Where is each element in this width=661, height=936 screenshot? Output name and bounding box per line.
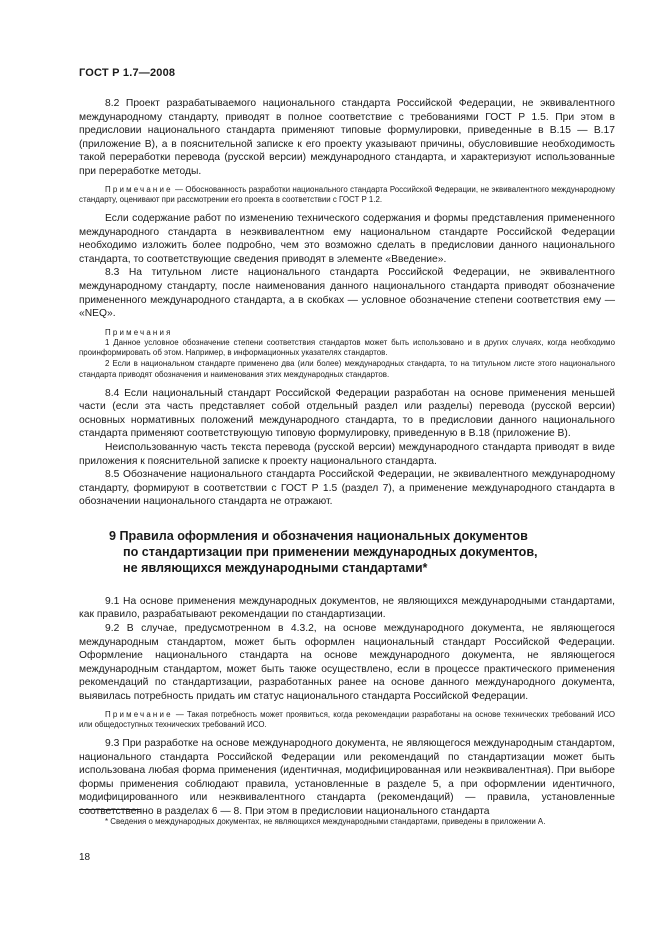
paragraph-8-3: 8.3 На титульном листе национального стандарта Российской Федерации, не эквивалентного международному стандарту, после наименования данного национального стандарта приводят обозначение примененного международного стандарта, а в скобках — условное обозначение степени соответствия ему — «NEQ». xyxy=(79,267,615,320)
paragraph-8-5: 8.5 Обозначение национального стандарта Российской Федерации, не эквивалентного международному стандарту, формируют в соответствии с ГОСТ Р 1.5 (раздел 7), а применение международного стандарта в обозначении национального стандарта не отражают. xyxy=(79,469,615,508)
footnote: * Сведения о международных документах, не являющихся международными стандартами, приведены в приложении А. xyxy=(105,817,546,826)
note-label: Примечание xyxy=(105,709,173,719)
document-code-header: ГОСТ Р 1.7—2008 xyxy=(79,67,176,79)
note-text: — Обоснованность разработки национального стандарта Российской Федерации, не эквивалентного международному стандарту, оценивают при рассмотрении его проекта в соответствии с ГОСТ Р 1.2. xyxy=(79,184,615,205)
paragraph-unused-part: Неиспользованную часть текста перевода (русской версии) международного стандарта приводят в виде приложения к пояснительной записке к проекту национального стандарта. xyxy=(79,441,615,467)
paragraph-9-2: 9.2 В случае, предусмотренном в 4.3.2, на основе международного документа, не являющегося международным стандартом, может быть оформлен национальный стандарт Российской Федерации. Оформление национального стандарта на основе международного документа, не являющегося международным стандартом, может быть также осуществлено, если в процессе практического применения рекомендаций по стандартизации, разработанных ранее на основе данного международного документа, выявилась потребность придать им статус национального стандарта Российской Федерации. xyxy=(79,623,615,703)
note-8-2 xyxy=(79,185,615,206)
footnote-divider xyxy=(79,809,141,810)
note-label: Примечание xyxy=(105,184,173,194)
section-title-line-2: по стандартизации при применении международных документов, xyxy=(123,544,538,559)
section-9-title xyxy=(79,528,615,576)
section-title-line-3: не являющихся международными стандартами* xyxy=(123,560,428,575)
section-title-line-1: 9 Правила оформления и обозначения национальных документов xyxy=(109,528,528,543)
paragraph-9-1: 9.1 На основе применения международных документов, не являющихся международными стандартами, как правило, разрабатывают рекомендации по стандартизации. xyxy=(79,595,615,621)
paragraph-8-2: 8.2 Проект разрабатываемого национального стандарта Российской Федерации, не эквивалентного международному стандарту, приводят в полное соответствие с требованиями ГОСТ Р 1.5. При этом в предисловии национального стандарта применяют типовые формулировки, приведенные в В.15 — В.17 (приложение В), а в пояснительной записке к его проекту указывают причины, обусловившие необходимость такой переработки перевода (русской версии) международного стандарта, и характеризуют использованные при переработке методы. xyxy=(79,98,615,177)
paragraph-8-4: 8.4 Если национальный стандарт Российской Федерации разработан на основе применения меньшей части (если эта часть представляет собой отдельный раздел или разделы) перевода (русской версии) основных нормативных положений международного стандарта, то в предисловии данного национального стандарта применяют соответствующую типовую формулировку, приведенную в В.18 (приложение В). xyxy=(79,387,615,440)
note-item-2: 2 Если в национальном стандарте применено два (или более) международных стандарта, то на титульном листе этого национального стандарта приводят обозначения и наименования этих международных стандартов. xyxy=(79,359,615,379)
note-text: — Такая потребность может проявиться, когда рекомендации разработаны на основе технических требований ИСО или общедоступных технических требований ИСО. xyxy=(79,709,615,730)
note-9-2 xyxy=(79,710,615,731)
paragraph-9-3: 9.3 При разработке на основе международного документа, не являющегося международным стандартом, национального стандарта Российской Федерации или рекомендаций по стандартизации может быть использована любая форма применения (идентичная, модифицированная или неэквивалентная). При выборе формы применения соблюдают правила, установленные в разделе 5, а при оформлении идентичного, модифицированного или неэквивалентного стандарта (рекомендаций) — правила, установленные соответственно в разделах 6 — 8. При этом в предисловии национального стандарта xyxy=(79,738,615,817)
page-number: 18 xyxy=(79,852,91,863)
page-body xyxy=(79,97,615,819)
paragraph-content-change: Если содержание работ по изменению технического содержания и формы представления примененного международного стандарта в неэквивалентном ему национальном стандарте Российской Федерации необходимо изложить более подробно, чем это возможно сделать в предисловии данного национального стандарта, то соответствующие сведения приводят в элементе «Введение». xyxy=(79,212,615,265)
notes-heading: Примечания xyxy=(105,327,173,337)
note-item-1: 1 Данное условное обозначение степени соответствия стандартов может быть использовано и в других случаях, когда необходимо проинформировать об этом. Например, в информационных указателях стандартов. xyxy=(79,337,615,358)
